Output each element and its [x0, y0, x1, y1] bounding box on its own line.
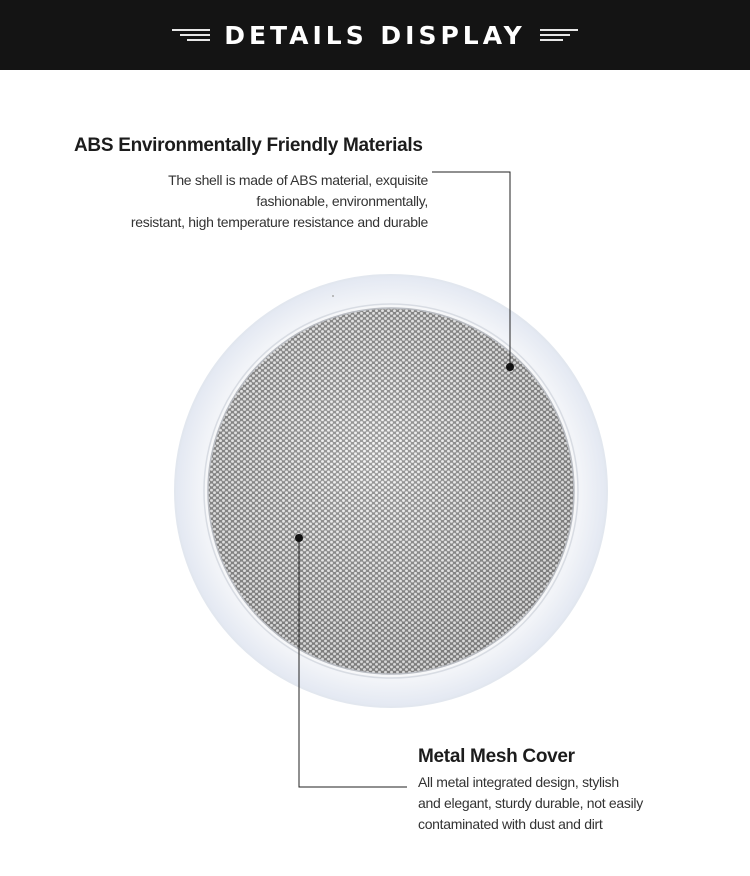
- callout-line-mesh: [299, 538, 407, 787]
- feature-description-line: All metal integrated design, stylish: [418, 774, 619, 790]
- feature-description-line: and elegant, sturdy durable, not easily: [418, 795, 643, 811]
- feature-title-mesh: Metal Mesh Cover: [418, 746, 575, 767]
- feature-description-line: resistant, high temperature resistance and durable: [130, 214, 428, 230]
- header-inner: [172, 21, 578, 50]
- header-banner: [0, 0, 750, 70]
- callout-dot-abs: [506, 363, 514, 371]
- page-title: DETAILS DISPLAY: [224, 20, 526, 50]
- feature-description-line: contaminated with dust and dirt: [418, 816, 603, 832]
- speaker-mesh: [208, 308, 574, 674]
- feature-description-line: The shell is made of ABS material, exquisite: [168, 172, 428, 188]
- feature-description-line: fashionable, environmentally,: [256, 193, 428, 209]
- feature-description-mesh: [418, 772, 718, 835]
- callout-dot-mesh: [295, 534, 303, 542]
- speaker-outer-ring: [175, 275, 607, 707]
- feature-title-abs: ABS Environmentally Friendly Materials: [74, 135, 423, 156]
- header-left-decoration: [172, 25, 210, 45]
- header-right-decoration: [540, 25, 578, 45]
- feature-description-abs: [68, 170, 428, 233]
- callout-line-abs: [432, 172, 510, 367]
- speaker-inner-ring: [204, 304, 578, 678]
